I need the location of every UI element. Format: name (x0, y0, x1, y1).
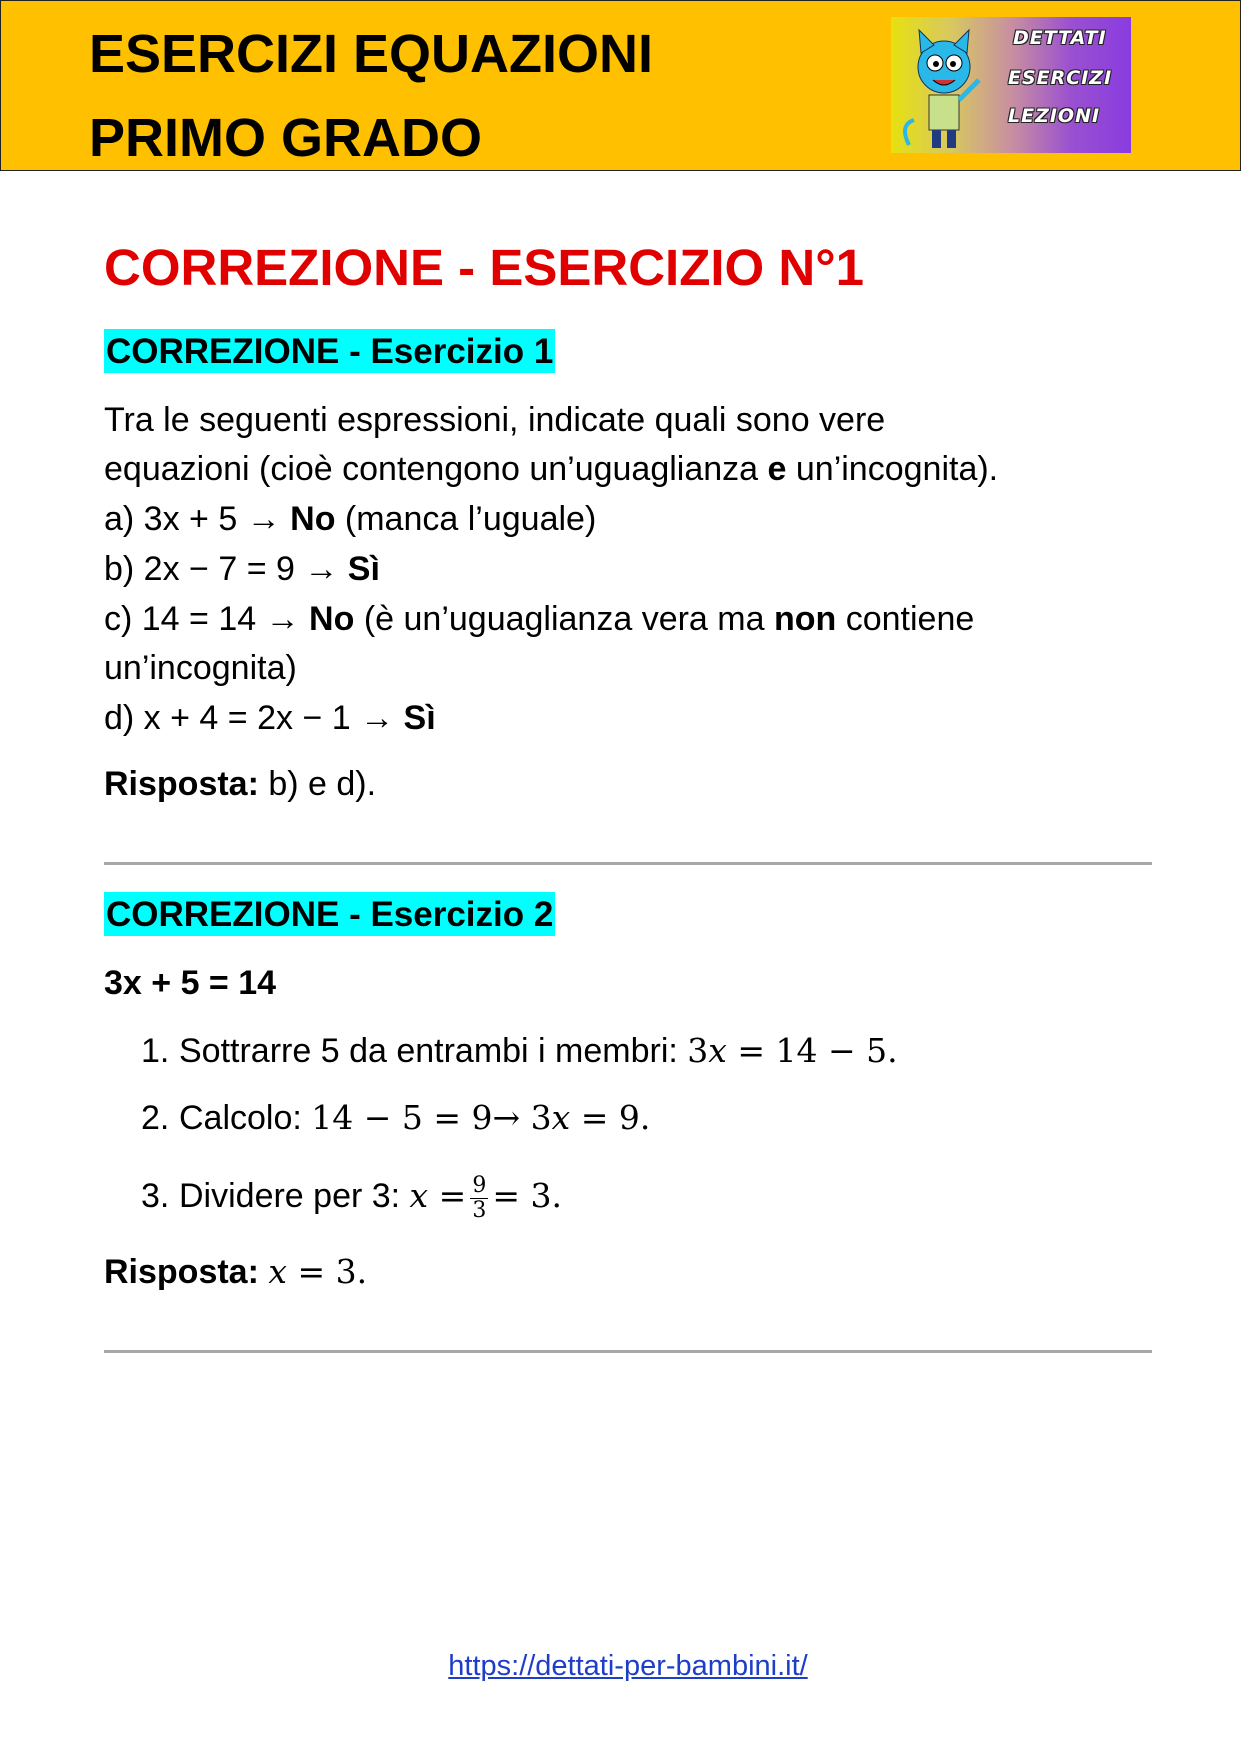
document-title-line2: PRIMO GRADO (89, 108, 483, 168)
logo-word-esercizi: ESERCIZI (1008, 67, 1113, 89)
ex1-answer: Risposta: b) e d). (104, 765, 377, 803)
cat-mascot-icon (899, 25, 989, 150)
header-banner (0, 0, 1241, 171)
section-divider (104, 862, 1152, 865)
ex2-equation: 3x + 5 = 14 (104, 964, 277, 1002)
ex1-intro-line2: equazioni (cioè contengono un’uguaglianza e un’incognita). (104, 450, 999, 488)
ex1-item-b: b) 2x − 7 = 9 → Sì (104, 550, 380, 588)
ex1-item-c-cont: un’incognita) (104, 649, 297, 687)
site-logo (891, 17, 1131, 153)
ex1-item-d: d) x + 4 = 2x − 1 → Sì (104, 699, 436, 737)
website-link[interactable]: https://dettati-per-bambini.it/ (448, 1650, 808, 1682)
ex2-answer: Risposta: 𝑥 = 3. (104, 1252, 368, 1291)
ex2-step-1: 1. Sottrarre 5 da entrambi i membri: 3𝑥 = 14 − 5. (141, 1031, 898, 1070)
ex1-intro-line1: Tra le seguenti espressioni, indicate quali sono vere (104, 401, 886, 439)
ex2-step-2: 2. Calcolo: 14 − 5 = 9→ 3𝑥 = 9. (141, 1098, 651, 1137)
main-heading: CORREZIONE - ESERCIZIO N°1 (104, 239, 864, 296)
section-divider (104, 1350, 1152, 1353)
logo-word-lezioni: LEZIONI (1008, 105, 1101, 127)
exercise1-heading: CORREZIONE - Esercizio 1 (104, 329, 555, 373)
ex2-step-3: 3. Dividere per 3: 𝑥 = $\frac{9}{3}$ = 3. (141, 1173, 562, 1223)
logo-word-dettati: DETTATI (1013, 27, 1107, 49)
fraction: $\frac{9}{3}$ (472, 1173, 487, 1223)
ex1-item-c: c) 14 = 14 → No (è un’uguaglianza vera ma non contiene (104, 600, 975, 638)
ex1-item-a: a) 3x + 5 → No (manca l’uguale) (104, 500, 597, 538)
document-title-line1: ESERCIZI EQUAZIONI (89, 24, 654, 84)
exercise2-heading: CORREZIONE - Esercizio 2 (104, 892, 555, 936)
